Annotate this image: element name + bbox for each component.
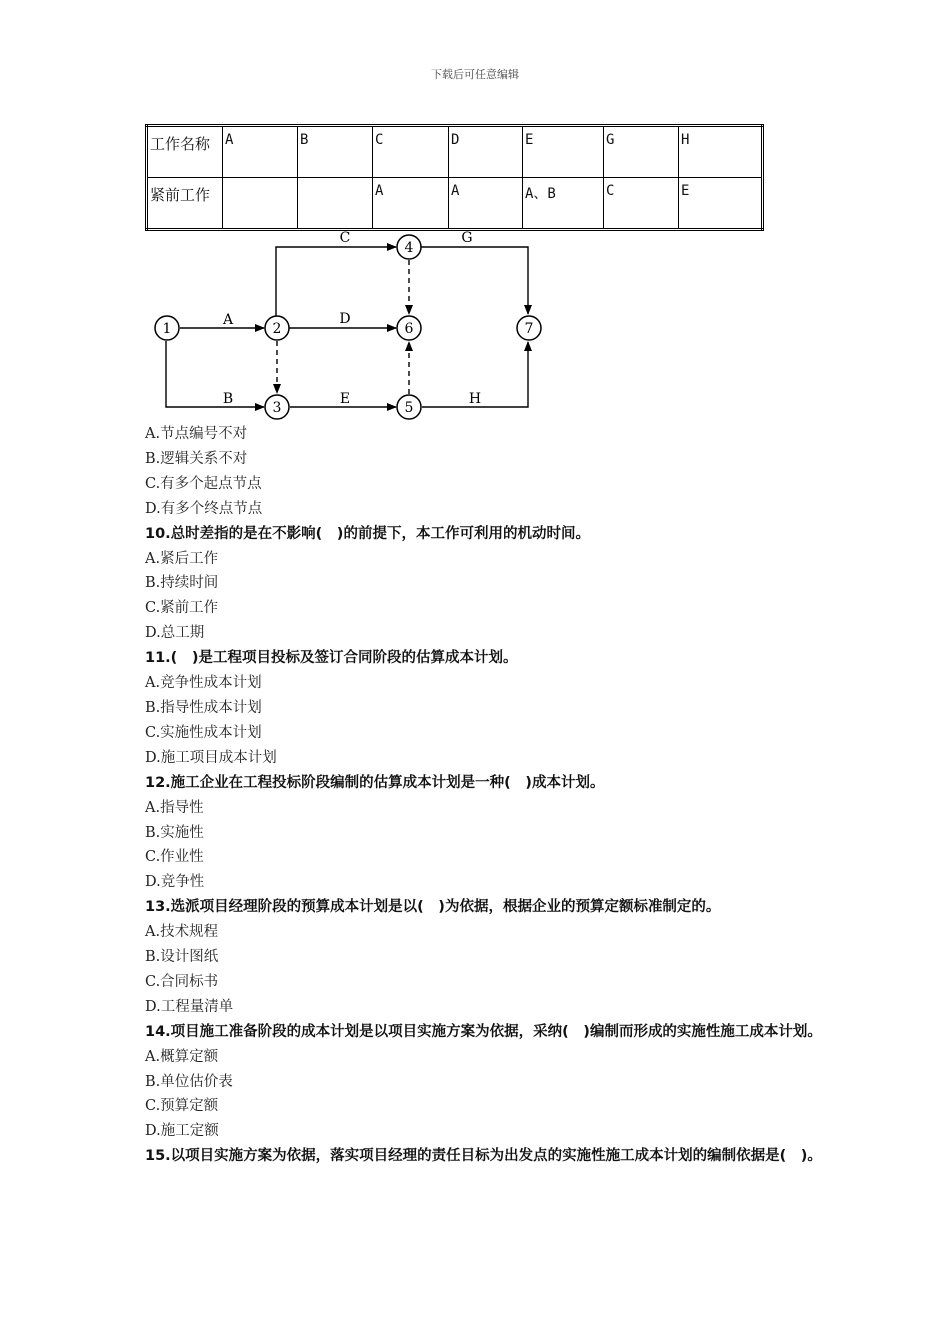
table-cell: C bbox=[604, 178, 679, 230]
q14-option-c: C.预算定额 bbox=[145, 1098, 219, 1115]
q9-option-a: A.节点编号不对 bbox=[145, 426, 248, 442]
q11-option-a: A.竞争性成本计划 bbox=[145, 675, 262, 692]
table-cell: A bbox=[449, 178, 523, 230]
q12-option-a: A.指导性 bbox=[145, 799, 204, 816]
q11-stem: 11.( )是工程项目投标及签订合同阶段的估算成本计划。 bbox=[145, 650, 518, 667]
node-label-2: 2 bbox=[272, 321, 282, 337]
q12-stem: 12.施工企业在工程投标阶段编制的估算成本计划是一种( )成本计划。 bbox=[145, 774, 605, 791]
table-cell: G bbox=[604, 126, 679, 178]
node-label-5: 5 bbox=[404, 400, 414, 416]
activity-label-a: A bbox=[222, 312, 234, 328]
q12-option-d: D.竞争性 bbox=[145, 874, 205, 891]
node-label-6: 6 bbox=[404, 321, 414, 337]
table-row-work-names bbox=[147, 126, 763, 178]
table-cell: H bbox=[679, 126, 763, 178]
q14-option-a: A.概算定额 bbox=[145, 1048, 219, 1065]
q11-option-d: D.施工项目成本计划 bbox=[145, 749, 277, 766]
activity-label-c: C bbox=[339, 230, 351, 246]
node-label-7: 7 bbox=[524, 321, 534, 337]
table-cell: D bbox=[449, 126, 523, 178]
activity-label-e: E bbox=[339, 391, 351, 407]
q12-option-b: B.实施性 bbox=[145, 824, 204, 841]
q10-option-d: D.总工期 bbox=[145, 625, 205, 642]
node-label-3: 3 bbox=[272, 400, 282, 416]
q13-stem: 13.选派项目经理阶段的预算成本计划是以( )为依据，根据企业的预算定额标准制定的。 bbox=[145, 899, 721, 916]
arrow-b bbox=[166, 341, 264, 407]
q13-option-a: A.技术规程 bbox=[145, 924, 219, 941]
q14-option-d: D.施工定额 bbox=[145, 1123, 219, 1140]
table-cell: E bbox=[523, 126, 604, 178]
q15-stem: 15.以项目实施方案为依据，落实项目经理的责任目标为出发点的实施性施工成本计划的编制依据是( )。 bbox=[145, 1148, 822, 1165]
q13-option-c: C.合同标书 bbox=[145, 973, 219, 990]
work-table bbox=[145, 124, 764, 231]
q11-option-b: B.指导性成本计划 bbox=[145, 699, 262, 716]
table-cell: A、B bbox=[523, 178, 604, 230]
table-cell bbox=[298, 178, 373, 230]
activity-label-h: H bbox=[468, 391, 482, 407]
node-label-1: 1 bbox=[162, 321, 172, 337]
arrow-g bbox=[421, 247, 528, 314]
table-cell: C bbox=[373, 126, 449, 178]
q13-option-d: D.工程量清单 bbox=[145, 998, 234, 1015]
table-cell: A bbox=[223, 126, 298, 178]
activity-label-d: D bbox=[339, 311, 351, 327]
node-label-4: 4 bbox=[404, 240, 414, 256]
q9-option-d: D.有多个终点节点 bbox=[145, 500, 263, 517]
table-header-work-name: 工作名称 bbox=[147, 126, 223, 178]
activity-label-b: B bbox=[222, 391, 234, 407]
q14-option-b: B.单位估价表 bbox=[145, 1073, 233, 1090]
q10-option-c: C.紧前工作 bbox=[145, 600, 219, 617]
table-row-predecessors bbox=[147, 178, 763, 230]
q10-option-b: B.持续时间 bbox=[145, 575, 219, 592]
q10-option-a: A.紧后工作 bbox=[145, 550, 219, 567]
q9-option-b: B.逻辑关系不对 bbox=[145, 450, 248, 467]
arrow-c bbox=[276, 247, 396, 316]
q10-stem: 10.总时差指的是在不影响( )的前提下，本工作可利用的机动时间。 bbox=[145, 525, 590, 542]
table-cell: E bbox=[679, 178, 763, 230]
q9-option-c: C.有多个起点节点 bbox=[145, 475, 262, 492]
table-header-predecessor: 紧前工作 bbox=[147, 178, 223, 230]
activity-label-g: G bbox=[461, 230, 473, 246]
q12-option-c: C.作业性 bbox=[145, 849, 204, 866]
q14-stem: 14.项目施工准备阶段的成本计划是以项目实施方案为依据，采纳( )编制而形成的实施性施工成本计划。 bbox=[145, 1023, 822, 1040]
table-cell bbox=[223, 178, 298, 230]
question-list bbox=[145, 422, 825, 1169]
network-diagram bbox=[145, 225, 555, 425]
q13-option-b: B.设计图纸 bbox=[145, 949, 219, 966]
table-cell: A bbox=[373, 178, 449, 230]
page-header: 下载后可任意编辑 bbox=[431, 68, 519, 81]
table-cell: B bbox=[298, 126, 373, 178]
q11-option-c: C.实施性成本计划 bbox=[145, 724, 262, 741]
